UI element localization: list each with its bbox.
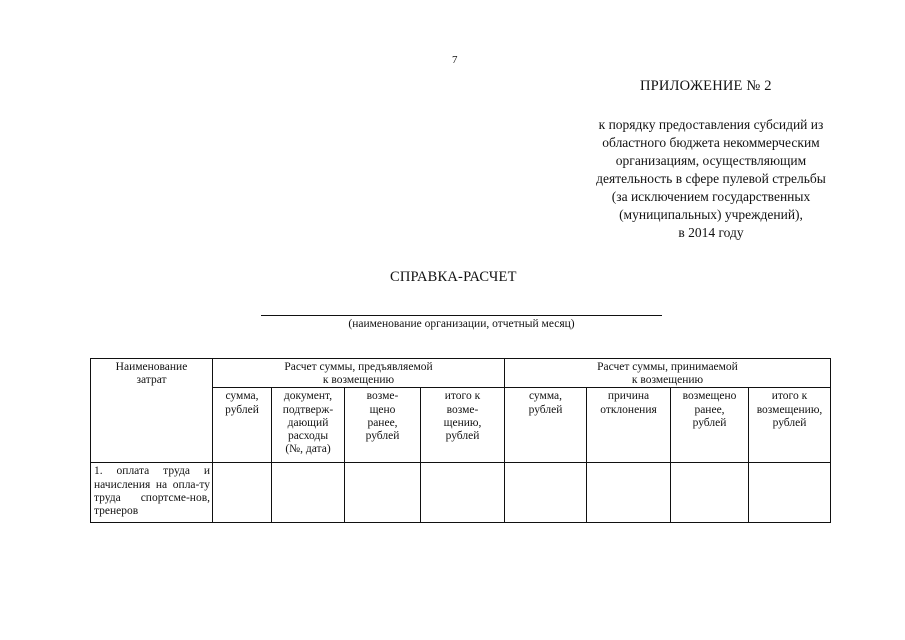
table-cell xyxy=(587,463,671,523)
header-line: рублей xyxy=(225,403,259,416)
organization-fill-line xyxy=(261,315,662,316)
header-line: рублей xyxy=(445,430,480,443)
header-line: документ, xyxy=(283,390,333,403)
header-line: итого к xyxy=(444,390,481,403)
header-line: итого к xyxy=(771,390,808,403)
header-line: щено xyxy=(369,403,396,416)
header-line: (№, дата) xyxy=(285,443,331,456)
table-cell xyxy=(213,463,272,523)
subheader-accepted-sum xyxy=(505,388,587,463)
header-line: подтверж- xyxy=(282,403,334,416)
appendix-subtitle-line: (за исключением государственных xyxy=(611,189,811,204)
header-line: Расчет суммы, принимаемой xyxy=(597,361,738,373)
header-line: рублей xyxy=(528,403,563,416)
table-cell xyxy=(671,463,749,523)
header-line: к возмещению xyxy=(631,374,704,387)
table-cell xyxy=(345,463,421,523)
header-line: Расчет суммы, предъявляемой xyxy=(284,361,433,373)
subheader-presented-document xyxy=(272,388,345,463)
header-group-accepted xyxy=(505,359,831,388)
document-title: СПРАВКА-РАСЧЕТ xyxy=(390,269,517,285)
header-line: ранее, xyxy=(694,403,725,416)
header-line: расходы xyxy=(287,430,329,443)
header-line: Наименование xyxy=(115,361,188,373)
header-line: затрат xyxy=(136,374,167,387)
appendix-subtitle-line: к порядку предоставления субсидий из xyxy=(598,117,824,132)
header-group-presented xyxy=(213,359,505,388)
appendix-subtitle-line: деятельность в сфере пулевой стрельбы xyxy=(596,171,826,186)
header-line: дающий xyxy=(287,416,329,429)
calculation-table xyxy=(90,358,831,523)
subheader-presented-sum xyxy=(213,388,272,463)
header-line: ранее, xyxy=(367,416,398,429)
header-line: причина xyxy=(607,390,650,403)
subheader-accepted-deviation-reason xyxy=(587,388,671,463)
header-line: сумма, xyxy=(528,390,562,403)
header-line: возме- xyxy=(366,390,399,403)
appendix-subtitle-line: (муниципальных) учреждений), xyxy=(619,207,803,222)
header-line: рублей xyxy=(772,416,807,429)
header-line: рублей xyxy=(365,430,400,443)
subheader-accepted-reimbursed-earlier xyxy=(671,388,749,463)
header-line: возмещено xyxy=(682,390,737,403)
table-cell xyxy=(505,463,587,523)
subheader-accepted-total xyxy=(749,388,831,463)
row-label: 1. оплата труда и начисления на опла-ту труда спортсме-нов, тренеров xyxy=(91,463,213,523)
appendix-subtitle-line: в 2014 году xyxy=(678,225,744,240)
header-line: рублей xyxy=(692,416,727,429)
organization-fill-caption: (наименование организации, отчетный месяц) xyxy=(348,318,575,330)
table-cell xyxy=(749,463,831,523)
header-line: к возмещению xyxy=(322,374,395,387)
header-line: возме- xyxy=(446,403,479,416)
header-cost-name xyxy=(91,359,213,463)
header-line: отклонения xyxy=(600,403,657,416)
header-line: сумма, xyxy=(225,390,259,403)
subheader-presented-reimbursed-earlier xyxy=(345,388,421,463)
header-line: возмещению, xyxy=(756,403,823,416)
appendix-subtitle-line: областного бюджета некоммерческим xyxy=(602,135,820,150)
appendix-subtitle-line: организациям, осуществляющим xyxy=(615,153,807,168)
header-line: щению, xyxy=(443,416,482,429)
page-number: 7 xyxy=(452,54,458,66)
table-cell xyxy=(421,463,505,523)
appendix-subtitle xyxy=(580,116,842,242)
subheader-presented-total xyxy=(421,388,505,463)
table-cell xyxy=(272,463,345,523)
appendix-title: ПРИЛОЖЕНИЕ № 2 xyxy=(640,78,772,94)
table-row xyxy=(91,463,831,523)
